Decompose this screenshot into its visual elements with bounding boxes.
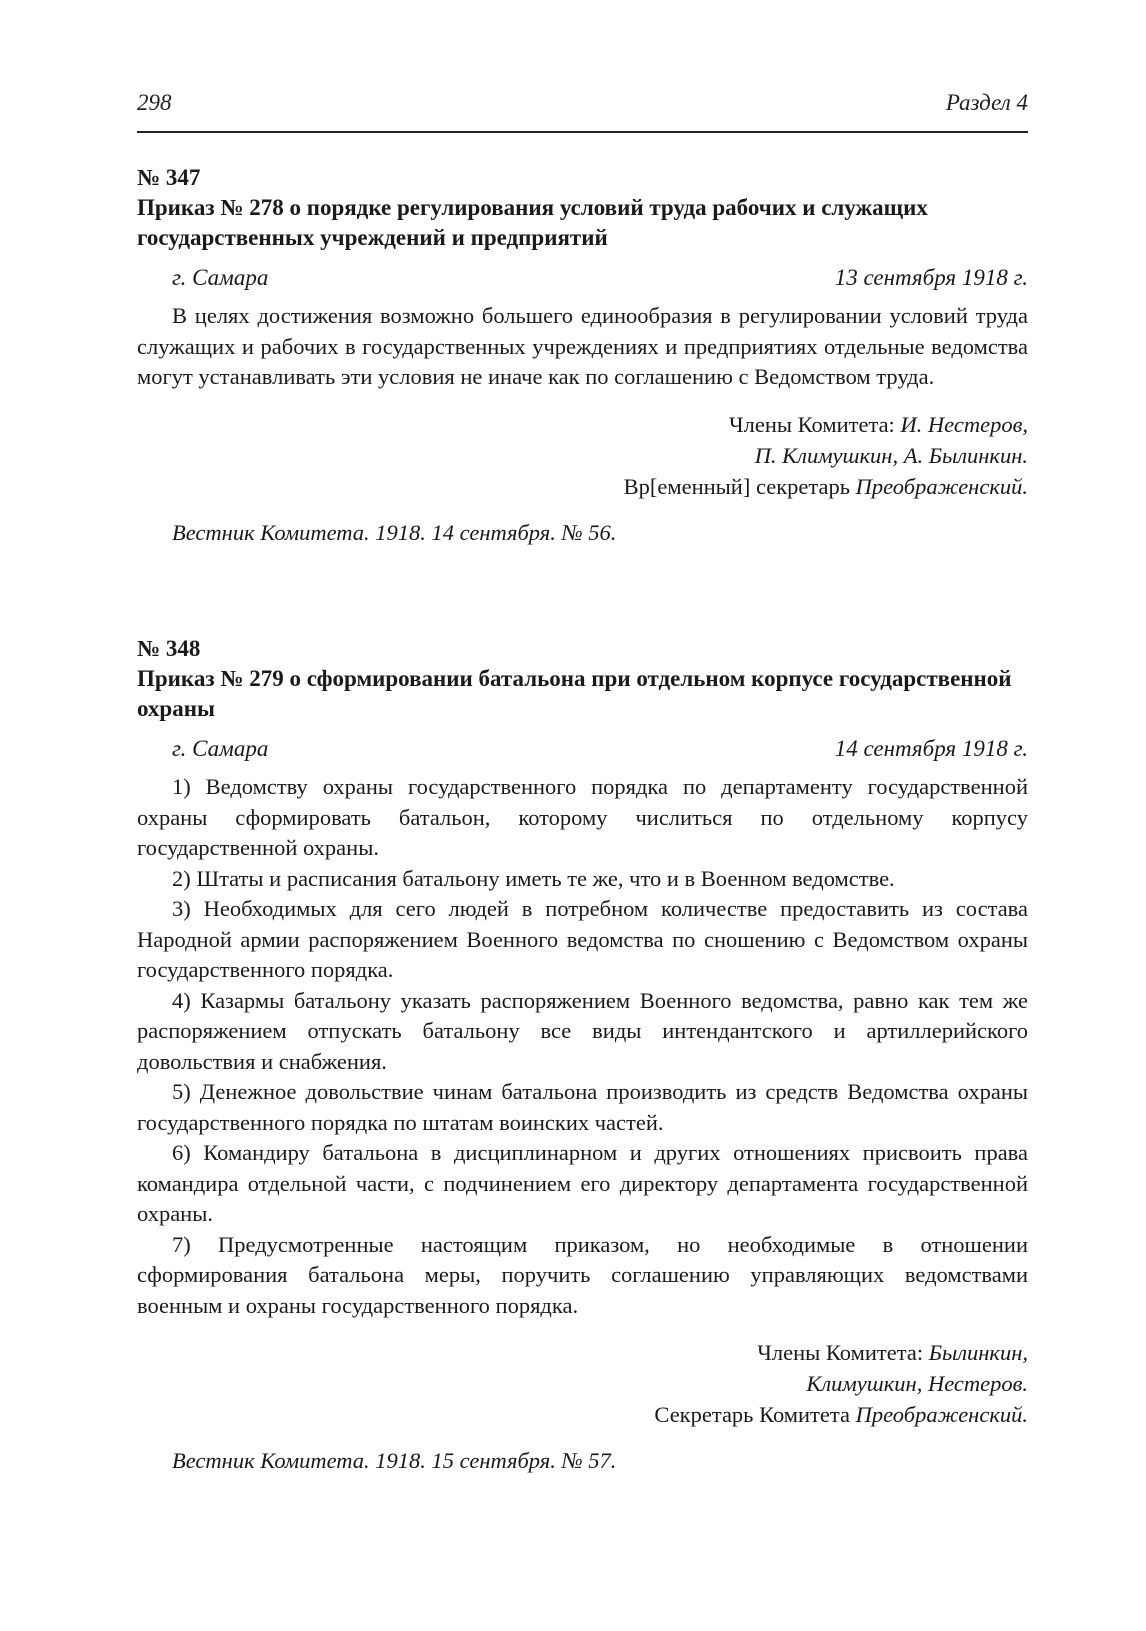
signature-names: Былинкин, xyxy=(928,1340,1028,1365)
paragraph: 1) Ведомству охраны государственного порядка по департаменту государственной охраны сформировать батальон, которому числиться по отдельному корпусу государственной охраны. xyxy=(137,774,1028,860)
paragraph: 4) Казармы батальону указать распоряжением Военного ведомства, равно как тем же распоряжением отпускать батальону все виды интендантского и артиллерийского довольствия и снабжения. xyxy=(137,987,1028,1074)
signature-names: П. Климушкин, А. Былинкин. xyxy=(754,442,1028,468)
document-number: № 348 xyxy=(137,636,201,661)
running-head xyxy=(137,90,1028,116)
document-347 xyxy=(137,163,1028,548)
signatures xyxy=(137,409,1028,502)
source-citation: Вестник Комитета. 1918. 14 сентября. № 56. xyxy=(172,519,617,545)
paragraph: 2) Штаты и расписания батальону иметь те же, что и в Военном ведомстве. xyxy=(172,865,895,891)
document-348 xyxy=(137,634,1028,1476)
signature-label: Члены Комитета: xyxy=(757,1340,929,1365)
signature-names: Климушкин, Нестеров. xyxy=(806,1371,1028,1396)
paragraph: 7) Предусмотренные настоящим приказом, но необходимые в отношении сформирования батальона меры, поручить соглашению управляющих ведомствами военным и охраны государственного порядка. xyxy=(137,1231,1028,1318)
signature-names: Преображенский. xyxy=(855,473,1028,499)
document-title: Приказ № 279 о сформировании батальона при отдельном корпусе государственной охраны xyxy=(137,666,1012,721)
place: г. Самара xyxy=(172,736,269,761)
signature-names: Преображенский. xyxy=(855,1402,1028,1427)
place: г. Самара xyxy=(172,265,269,290)
date: 13 сентября 1918 г. xyxy=(834,265,1028,290)
source-citation: Вестник Комитета. 1918. 15 сентября. № 57. xyxy=(172,1448,617,1473)
signature-label: Вр[еменный] секретарь xyxy=(623,473,856,499)
document-number: № 347 xyxy=(137,165,201,190)
signature-line xyxy=(137,1337,1028,1368)
signature-label: Секретарь Комитета xyxy=(654,1402,856,1427)
signature-line xyxy=(137,1399,1028,1430)
signature-line xyxy=(137,409,1028,440)
signature-names: И. Нестеров, xyxy=(900,411,1028,437)
signature-line xyxy=(137,471,1028,502)
paragraph: В целях достижения возможно большего единообразия в регулировании условий труда служащих и рабочих в государственных учреждениях и предприятиях отдельные ведомства могут устанавливать эти условия не иначе как по соглашению с Ведомством труда. xyxy=(137,303,1028,389)
signature-line xyxy=(137,440,1028,471)
signature-label: Члены Комитета: xyxy=(729,411,901,437)
paragraph: 6) Командиру батальона в дисциплинарном и других отношениях присвоить права командира отдельной части, с подчинением его директору департамента государственной охраны. xyxy=(137,1140,1028,1226)
section-title: Раздел 4 xyxy=(945,90,1028,115)
document-title: Приказ № 278 о порядке регулирования условий труда рабочих и служащих государственных учреждений и предприятий xyxy=(137,195,928,250)
header-rule xyxy=(137,131,1028,133)
paragraph: 3) Необходимых для сего людей в потребном количестве предоставить из состава Народной армии распоряжением Военного ведомства по сношению с Ведомством охраны государственного порядка. xyxy=(137,896,1028,982)
place-date-line xyxy=(137,263,1028,293)
signatures xyxy=(137,1337,1028,1430)
page-number: 298 xyxy=(137,90,172,115)
place-date-line xyxy=(137,734,1028,764)
signature-line xyxy=(137,1368,1028,1399)
paragraph: 5) Денежное довольствие чинам батальона производить из средств Ведомства охраны государственного порядка по штатам воинских частей. xyxy=(137,1079,1028,1135)
date: 14 сентября 1918 г. xyxy=(834,736,1028,761)
